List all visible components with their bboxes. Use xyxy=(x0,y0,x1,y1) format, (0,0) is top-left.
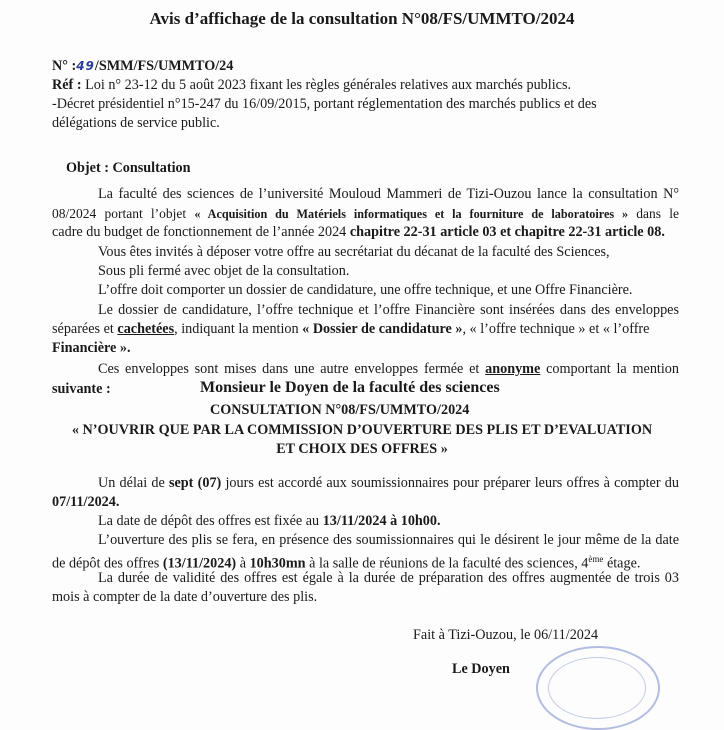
mention-line-3: « N’OUVRIR QUE PAR LA COMMISSION D’OUVERTURE DES PLIS ET D’EVALUATION xyxy=(71,422,653,438)
handwritten-number: 49 xyxy=(76,59,95,73)
p6-l1c: comportant la mention xyxy=(540,361,679,377)
p9-sup: ème xyxy=(588,554,604,564)
p3: Sous pli fermé avec objet de la consultation. xyxy=(98,263,350,279)
deposit-date: 13/11/2024 à 10h00. xyxy=(322,513,441,529)
p5-l2a: séparées et xyxy=(52,321,118,337)
mention-line-4: ET CHOIX DES OFFRES » xyxy=(276,441,448,457)
p6-line-1 xyxy=(98,361,679,378)
anonyme: anonyme xyxy=(485,361,541,377)
p5-line-2 xyxy=(52,321,649,338)
suivante: suivante : xyxy=(52,381,111,397)
p1-chapters: chapitre 22-31 article 03 et chapitre 22-31 article 08. xyxy=(349,224,665,240)
ref-suffix: /SMM/FS/UMMTO/24 xyxy=(94,58,234,74)
p5-line-1: Le dossier de candidature, l’offre technique et l’offre Financière sont insérées dans des enveloppes xyxy=(98,302,679,318)
p9-l2a: de dépôt des offres xyxy=(52,555,163,572)
p10-line-1: La durée de validité des offres est égale à la durée de préparation des offres augmentée de trois 03 xyxy=(98,570,679,586)
reference-number xyxy=(52,58,233,75)
mention-addressee: Monsieur le Doyen de la faculté des sciences xyxy=(200,379,500,396)
p5-line-3: Financière ». xyxy=(52,340,131,356)
p1-line-2 xyxy=(52,205,679,223)
ref-label: Réf : xyxy=(52,77,82,93)
ref-line-3: délégations de service public. xyxy=(52,115,220,131)
mention-consultation: CONSULTATION N°08/FS/UMMTO/2024 xyxy=(210,402,470,418)
delay-days: sept (07) xyxy=(168,475,222,491)
opening-date: (13/11/2024) xyxy=(162,555,237,572)
official-stamp-inner xyxy=(548,657,646,719)
opening-time: 10h30mn xyxy=(249,555,306,572)
p1-l2a: 08/2024 portant l’objet xyxy=(52,206,195,221)
ref-text: Loi n° 23-12 du 5 août 2023 fixant les règles générales relatives aux marchés publics. xyxy=(81,77,572,93)
p1-l2c: dans le xyxy=(628,206,679,221)
p7-date: 07/11/2024. xyxy=(52,494,120,510)
p10-line-2: mois à compter de la date d’ouverture des plis. xyxy=(52,589,318,605)
p5-l2c: , indiquant la mention xyxy=(174,321,303,337)
p4: L’offre doit comporter un dossier de candidature, une offre technique, et une Offre Financière. xyxy=(98,282,633,298)
fait-a: Fait à Tizi-Ouzou, le 06/11/2024 xyxy=(413,627,599,643)
p5-l2d: « Dossier de candidature » xyxy=(302,321,463,337)
p9-l2c: à xyxy=(236,555,250,572)
p1-line-1: La faculté des sciences de l’université Mouloud Mammeri de Tizi-Ouzou lance la consultation N° xyxy=(98,186,679,202)
p7-l1a: Un délai de xyxy=(98,475,169,491)
p1-line-3 xyxy=(52,224,665,241)
objet-heading: Objet : Consultation xyxy=(66,160,191,176)
page-title: Avis d’affichage de la consultation N°08/FS/UMMTO/2024 xyxy=(149,9,575,28)
ref-line-1 xyxy=(52,77,571,94)
signataire: Le Doyen xyxy=(452,661,510,677)
ref-line-2: -Décret présidentiel n°15-247 du 16/09/2015, portant réglementation des marchés publics et des xyxy=(52,96,597,112)
p9-l2e: à la salle de réunions de la faculté des sciences, 4 xyxy=(305,555,589,572)
ref-prefix: N° : xyxy=(52,58,77,74)
p1-l3a: cadre du budget de fonctionnement de l’année 2024 xyxy=(52,224,350,240)
cachetees: cachetées xyxy=(117,321,175,337)
p8-a: La date de dépôt des offres est fixée au xyxy=(98,513,323,529)
p1-object-title: « Acquisition du Matériels informatiques et la fourniture de laboratoires » xyxy=(194,207,629,221)
p7-l1c: jours est accordé aux soumissionnaires pour préparer leurs offres à compter du xyxy=(221,475,679,491)
p8 xyxy=(98,513,441,530)
p9-line-1: L’ouverture des plis se fera, en présence des soumissionnaires qui le désirent le jour même de la date xyxy=(98,532,679,548)
p6-l1a: Ces enveloppes sont mises dans une autre enveloppes fermée et xyxy=(98,361,486,377)
p9-l2f: étage. xyxy=(603,555,641,572)
p5-l2e: , « l’offre technique » et « l’offre xyxy=(462,321,650,337)
p7-line-1 xyxy=(98,475,679,492)
p2: Vous êtes invités à déposer votre offre au secrétariat du décanat de la faculté des Sciences, xyxy=(98,244,610,260)
